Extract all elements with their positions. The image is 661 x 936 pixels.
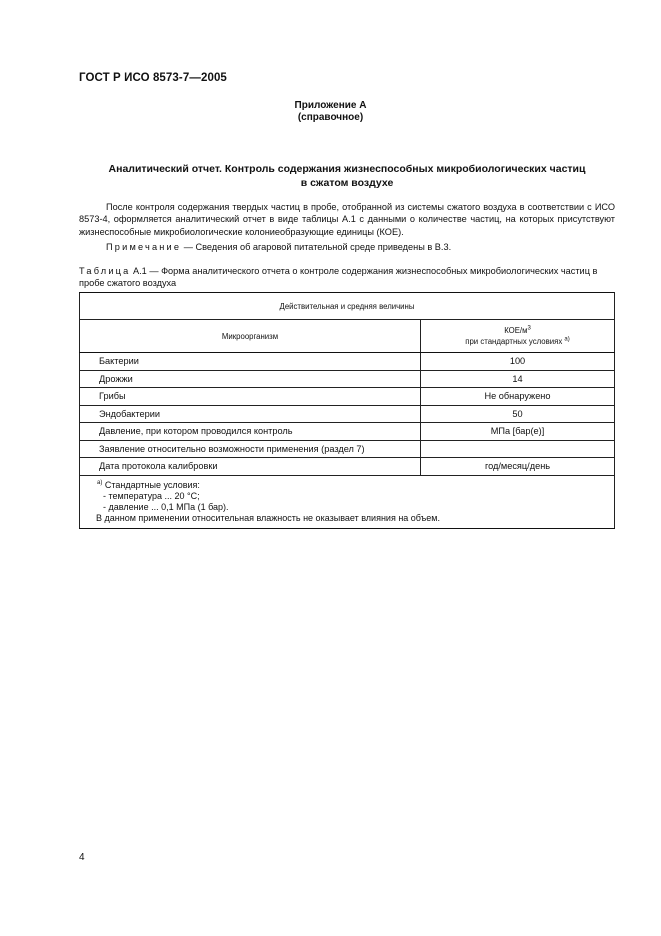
row-value — [421, 440, 615, 458]
row-value: 14 — [421, 370, 615, 388]
row-value: Не обнаружено — [421, 388, 615, 406]
section-title-line2: в сжатом воздухе — [300, 176, 394, 189]
section-title-line1: Аналитический отчет. Контроль содержания жизнеспособных микробиологических частиц — [108, 163, 586, 175]
cfu-conditions: при стандартных условиях — [465, 337, 563, 346]
section-title — [79, 163, 615, 190]
row-value: МПа [бар(е)] — [421, 423, 615, 441]
body-paragraph: После контроля содержания твердых частиц в пробе, отобранной из системы сжатого воздуха в соответствии с ИСО 8573-4, оформляется аналитический отчет в виде таблицы А.1 с данными о количестве частиц, на которых присутствуют жизнеспособные микробиологические колониеобразующие единицы (КОЕ). — [79, 202, 615, 237]
table-footnote — [80, 475, 615, 528]
cfu-unit-sup: 3 — [527, 325, 531, 332]
table-header-cfu — [421, 320, 615, 353]
note-text: — Сведения об агаровой питательной среде приведены в В.3. — [181, 242, 452, 252]
cfu-unit: КОЕ/м — [504, 326, 528, 335]
row-label: Дрожжи — [80, 370, 421, 388]
cfu-conditions-sup: а) — [564, 336, 570, 343]
table-row — [80, 370, 615, 388]
table-row — [80, 458, 615, 476]
row-value: 50 — [421, 405, 615, 423]
annex-heading — [0, 100, 661, 124]
row-value: год/месяц/день — [421, 458, 615, 476]
table-row — [80, 440, 615, 458]
footnote-line3: В данном применении относительная влажность не оказывает влияния на объем. — [96, 512, 440, 523]
document-code: ГОСТ Р ИСО 8573-7—2005 — [79, 72, 227, 84]
row-label: Эндобактерии — [80, 405, 421, 423]
footnote-line1: - температура ... 20 °С; — [103, 490, 200, 501]
row-label: Бактерии — [80, 353, 421, 371]
annex-title: Приложение А — [294, 100, 367, 111]
row-label: Дата протокола калибровки — [80, 458, 421, 476]
row-label: Давление, при котором проводился контроль — [80, 423, 421, 441]
row-label: Грибы — [80, 388, 421, 406]
table-header-span: Действительная и средняя величины — [80, 293, 615, 320]
row-value: 100 — [421, 353, 615, 371]
report-table — [79, 292, 615, 529]
table-row — [80, 353, 615, 371]
table-row — [80, 423, 615, 441]
note — [106, 242, 451, 252]
footnote-line2: - давление ... 0,1 МПа (1 бар). — [103, 501, 229, 512]
table-caption-label: Таблица — [79, 266, 131, 276]
annex-type: (справочное) — [297, 112, 364, 123]
note-label: Примечание — [106, 242, 182, 252]
table-row — [80, 388, 615, 406]
table-header-microorganism: Микроорганизм — [80, 320, 421, 353]
page-number: 4 — [79, 852, 85, 863]
table-row — [80, 405, 615, 423]
table-caption-text: А.1 — Форма аналитического отчета о контроле содержания жизнеспособных микробиологических частиц в пробе сжатого воздуха — [79, 266, 598, 288]
footnote-mark: а) — [97, 479, 103, 486]
table-caption — [79, 266, 615, 289]
footnote-title: Стандартные условия: — [102, 479, 200, 490]
row-label: Заявление относительно возможности применения (раздел 7) — [80, 440, 421, 458]
